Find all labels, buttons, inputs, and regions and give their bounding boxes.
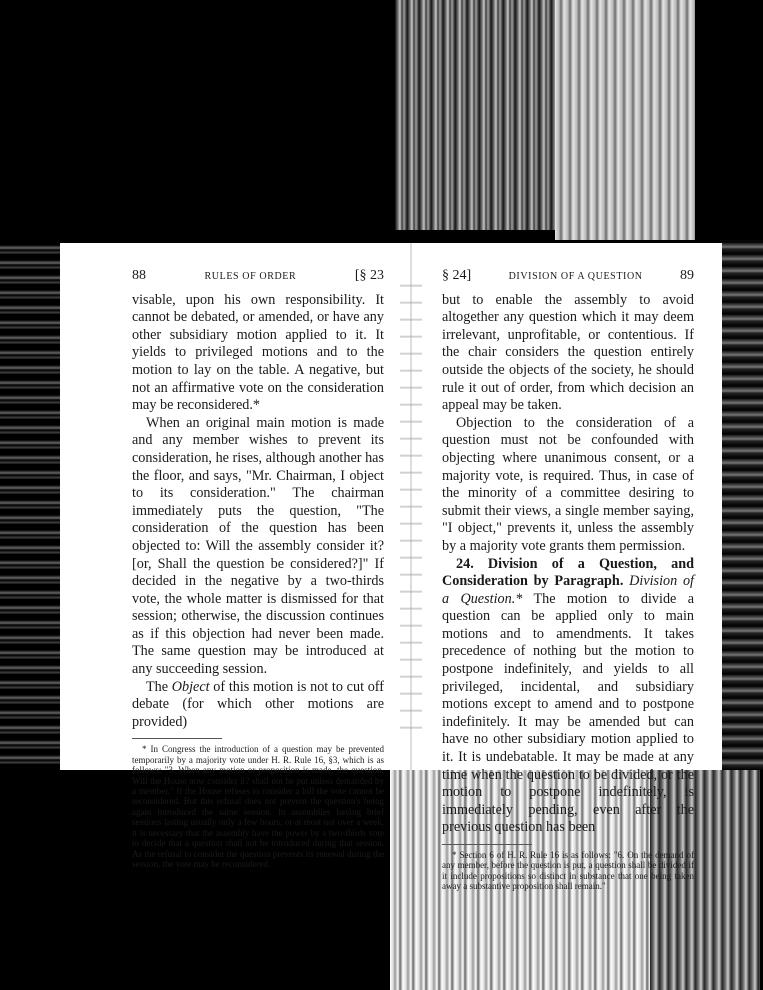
paragraph: but to enable the assembly to avoid altogether any question which it may deem irrelevant, unprofitable, or contentious. If the chair considers the question entirely outside the objects of the society, he should rule it out of order, from which decision an appeal may be taken. <box>442 291 694 414</box>
section-ref: [§ 23 <box>354 268 384 283</box>
footnote-rule <box>442 844 532 845</box>
right-page-header <box>442 267 694 286</box>
paragraph <box>132 679 384 732</box>
left-page-header <box>132 267 384 286</box>
page-number: 88 <box>132 268 146 283</box>
section-heading: 24. Division of a Question, and Consideration by Paragraph. <box>442 555 694 590</box>
scan-artifact-top-right <box>555 0 695 240</box>
paragraph: visable, upon his own responsibility. It cannot be debated, or amended, or have any other subsidiary motion applied to it. It yields to privileged motions and to the motion to lay on the table. A negative, but not an affirmative vote on the consideration may be reconsidered.* <box>132 291 384 414</box>
section-ref: § 24] <box>442 268 472 283</box>
section-paragraph <box>442 556 694 838</box>
footnote: * In Congress the introduction of a question may be prevented temporarily by a majority vote under H. R. Rule 16, §3, which is as follows: "3. When any motion or proposition is made, the question, Will the House now consider it? shall not be put unless demanded by a member." If the House refuses to consider a bill the vote cannot be reconsidered. But this refusal does not prevent the question's being again introduced the same session. In assemblies having brief sessions lasting usually only a few hours, or at most not over a week, it is necessary that the assembly have the power by a two-thirds vote to decide that a question shall not be introduced during that session. As the refusal to consider the question prevents its renewal during the session, the vote may be reconsidered. <box>132 744 384 869</box>
section-body: The motion to divide a question can be applied only to main motions and to amendments. It takes precedence of nothing but the motion to postpone indefinitely, and yields to all privileged, incidental, and subsidiary motions except to amend and to postpone indefinitely. It may be amended but can have no other subsidiary motion applied to it. It is undebatable. It may be made at any time when the question to be divided, or the motion to postpone indefinitely, is immediately pending, even after the previous question has been <box>442 590 695 836</box>
paragraph: Objection to the consideration of a question must not be confounded with objecting where unanimous consent, or a majority vote, is required. Thus, in case of the minority of a committee desiring to submit their views, a single member saying, "I object," prevents it, unless the assembly by a majority vote grants them permission. <box>442 414 694 554</box>
right-page <box>442 267 694 892</box>
paragraph-rest: of this motion is not to cut off debate (for which other motions are provided) <box>132 678 384 730</box>
section-subheading: Division of a Question.* <box>442 573 694 607</box>
right-page-body <box>442 292 694 837</box>
gutter-shadow <box>400 283 422 743</box>
footnote: * Section 6 of H. R. Rule 16 is as follows: "6. On the demand of any member, before the question is put, a question shall be divided if it include propositions so distinct in substance that one being taken away a substantive proposition shall remain." <box>442 850 694 892</box>
left-page <box>132 267 384 869</box>
footnote-rule <box>132 738 222 739</box>
page-number: 89 <box>680 268 694 283</box>
scan-artifact-top <box>395 0 555 230</box>
scan-artifact-left-edge <box>0 240 60 770</box>
scan-artifact-right-edge <box>720 240 763 770</box>
italic-term: Object <box>171 678 210 695</box>
running-title: RULES OF ORDER <box>204 271 297 282</box>
paragraph-prefix: The <box>146 678 172 695</box>
running-title: DIVISION OF A QUESTION <box>508 271 643 282</box>
book-spread <box>60 243 722 892</box>
left-page-body <box>132 292 384 732</box>
paragraph: When an original main motion is made and any member wishes to prevent its consideration, he rises, although another has the floor, and says, "Mr. Chairman, I object to its consideration." The chairman immediately puts the question, "The consideration of the question has been objected to: Will the assembly consider it? [or, Shall the question be considered?]" If decided in the negative by a two-thirds vote, the whole matter is dismissed for that session; otherwise, the discussion continues as if this objection had never been made. The same question may be introduced at any succeeding session. <box>132 414 384 678</box>
